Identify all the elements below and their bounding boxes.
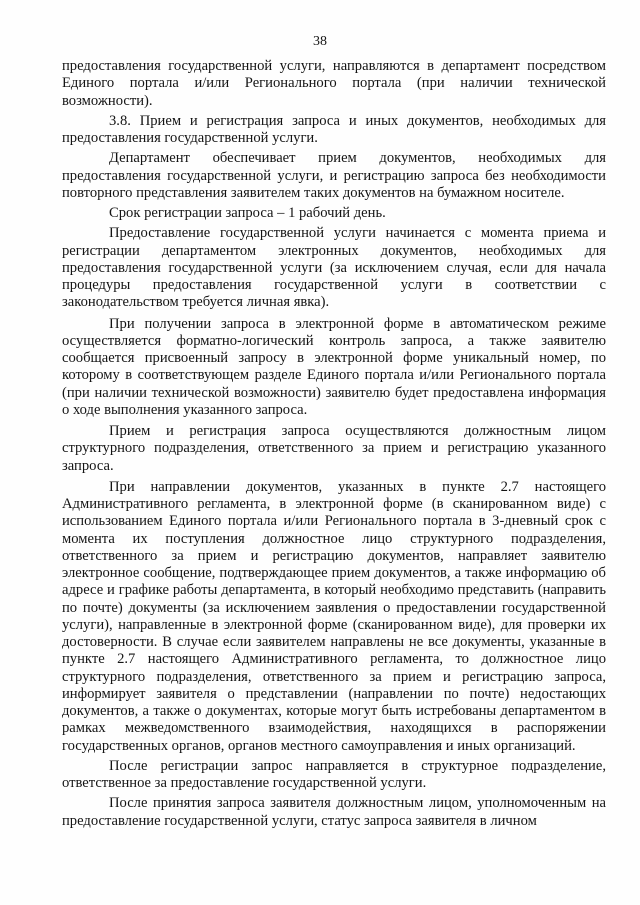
page-number: 38 [313,34,327,49]
paragraph-acceptance: Прием и регистрация запроса осуществляются должностным лицом структурного подразделения, ответственного за прием и регистрацию указанного запроса. [62,423,606,474]
paragraph-after-registration: После регистрации запрос направляется в структурное подразделение, ответственное за предоставление государственной услуги. [62,757,606,791]
paragraph-service-start: Предоставление государственной услуги начинается с момента приема и регистрации департаментом электронных документов, необходимых для предоставления государственной услуги (за исключением случая, если для начала процедуры предоставления государственной услуги в соответствии с законодательством требуется личная явка). [62,225,606,311]
paragraph-after-acceptance: После принятия запроса заявителя должностным лицом, уполномоченным на предоставление государственной услуги, статус запроса заявителя в личном [62,795,606,829]
paragraph-electronic-request: При получении запроса в электронной форме в автоматическом режиме осуществляется форматно-логический контроль запроса, а также заявителю сообщается присвоенный запросу в электронной форме уникальный номер, по которому в соответствующем разделе Единого портала и/или Регионального портала (при наличии технической возможности) заявителю будет предоставлена информация о ходе выполнения указанного запроса. [62,315,606,418]
paragraph-section-3-8-heading: 3.8. Прием и регистрация запроса и иных документов, необходимых для предоставления государственной услуги. [62,112,606,146]
paragraph-registration-term: Срок регистрации запроса – 1 рабочий день. [109,205,386,221]
paragraph-documents-submission: При направлении документов, указанных в пункте 2.7 настоящего Административного регламента, в электронной форме (в сканированном виде) с использованием Единого портала и/или Регионального портала в 3-дневный срок с момента их поступления должностное лицо структурного подразделения, ответственного за прием и регистрацию документов, направляет заявителю электронное сообщение, подтверждающее прием документов, а также информацию об адресе и графике работы департамента, в который необходимо представить (направить по почте) документы (за исключением заявления о предоставлении государственной услуги), направленные в электронной форме (сканированном виде), для проверки их достоверности. В случае если заявителем направлены не все документы, указанные в пункте 2.7 настоящего Административного регламента, то должностное лицо структурного подразделения, ответственного за прием и регистрацию запроса, информирует заявителя о представлении (направлении по почте) недостающих документов, а также о документах, которые могут быть истребованы департаментом в рамках межведомственного взаимодействия, находящихся в распоряжении государственных органов, органов местного самоуправления и иных организаций. [62,478,606,754]
paragraph-department-provides: Департамент обеспечивает прием документов, необходимых для предоставления государственной услуги, и регистрацию запроса без необходимости повторного представления заявителем таких документов на бумажном носителе. [62,150,606,201]
body-text [62,58,606,830]
paragraph-continuation: предоставления государственной услуги, направляются в департамент посредством Единого портала и/или Регионального портала (при наличии технической возможности). [62,58,606,109]
